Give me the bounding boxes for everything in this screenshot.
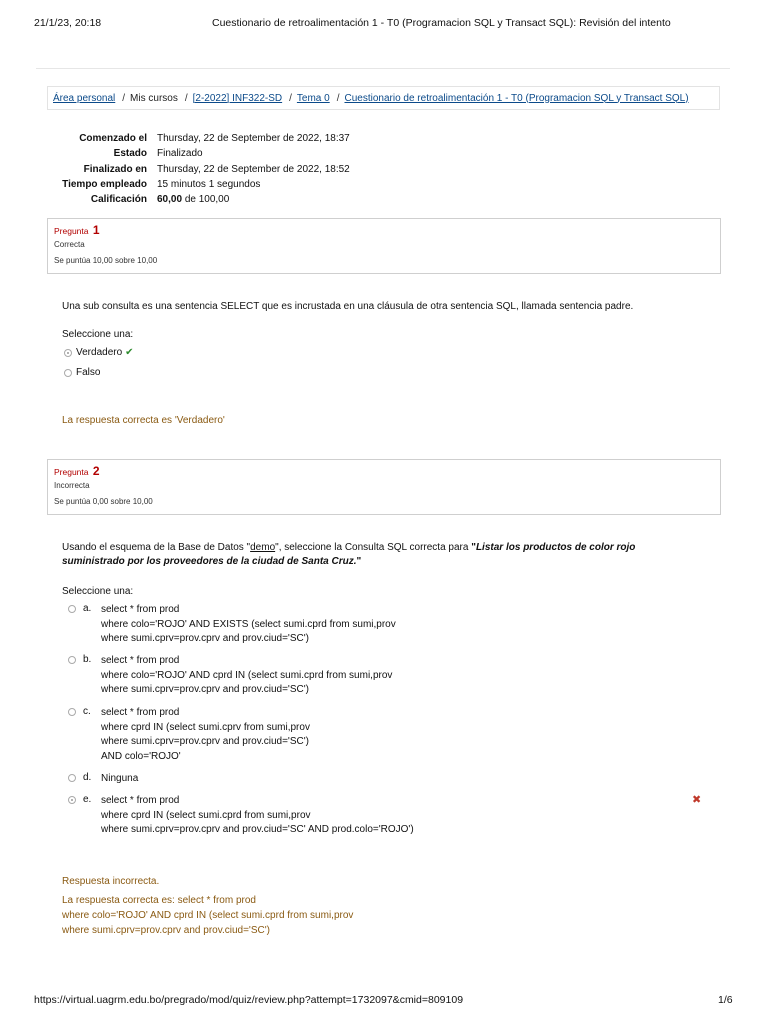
option-line: AND colo='ROJO' <box>101 750 181 762</box>
feedback-line: where sumi.cprv=prov.cprv and prov.ciud='SC') <box>62 925 270 936</box>
question-text-part: ", seleccione la Consulta SQL correcta para <box>275 542 472 553</box>
schema-link[interactable]: demo <box>250 542 276 553</box>
question-1-text: Una sub consulta es una sentencia SELECT que es incrustada en una cláusula de otra sentencia SQL, llamada sentencia padre. <box>62 301 634 312</box>
radio-button[interactable] <box>68 774 76 782</box>
option-letter: b. <box>83 654 92 665</box>
question-state: Incorrecta <box>54 481 90 490</box>
radio-button[interactable] <box>64 369 72 377</box>
option-line: select * from prod <box>101 795 180 806</box>
question-number-value: 1 <box>92 223 100 237</box>
feedback-line: where colo='ROJO' AND cprd IN (select sumi.cprd from sumi,prov <box>62 910 354 921</box>
option-line: where cprd IN (select sumi.cprd from sumi,prov <box>101 809 311 821</box>
radio-button[interactable] <box>68 796 76 804</box>
summary-label: Finalizado en <box>83 163 147 175</box>
summary-value: Thursday, 22 de September de 2022, 18:52 <box>157 163 350 175</box>
breadcrumb-separator: / <box>336 92 340 104</box>
option-letter: a. <box>83 603 92 614</box>
question-2-feedback <box>62 893 353 938</box>
divider <box>36 68 730 69</box>
summary-row-finished <box>40 162 350 177</box>
question-2-prompt: Seleccione una: <box>62 586 134 597</box>
option-line: where sumi.cprv=prov.cprv and prov.ciud='SC' AND prod.colo='ROJO') <box>101 824 414 835</box>
option-line: where sumi.cprv=prov.cprv and prov.ciud='SC') <box>101 684 309 695</box>
print-date: 21/1/23, 20:18 <box>34 17 102 29</box>
question-grade: Se puntúa 0,00 sobre 10,00 <box>54 497 153 506</box>
summary-label: Comenzado el <box>79 133 147 144</box>
q1-option-true[interactable] <box>64 347 134 358</box>
option-letter: c. <box>83 706 91 717</box>
option-line: where sumi.cprv=prov.cprv and prov.ciud='SC') <box>101 736 309 747</box>
page-number: 1/6 <box>718 994 733 1006</box>
breadcrumb-home-link[interactable]: Área personal <box>53 92 116 104</box>
feedback-line: La respuesta correcta es: select * from prod <box>62 895 256 906</box>
question-1-feedback: La respuesta correcta es 'Verdadero' <box>62 415 225 426</box>
summary-value <box>157 192 229 207</box>
check-icon: ✔ <box>125 347 134 358</box>
question-2-info <box>47 459 721 515</box>
question-1-info <box>47 218 721 274</box>
question-text-emphasis: Listar los productos de color rojo suministrado por los proveedores de la ciudad de Santa Cruz. <box>62 542 636 567</box>
option-text <box>101 794 414 838</box>
option-text <box>101 603 396 647</box>
summary-row-grade <box>40 192 350 207</box>
option-line: where cprd IN (select sumi.cprv from sumi,prov <box>101 721 310 733</box>
question-text-part: Usando el esquema de la Base de Datos " <box>62 542 251 553</box>
summary-value: Finalizado <box>157 148 203 160</box>
question-text-quote: " <box>471 542 476 553</box>
radio-button[interactable] <box>64 349 72 357</box>
option-line: where sumi.cprv=prov.cprv and prov.ciud='SC') <box>101 633 309 644</box>
breadcrumb <box>47 86 720 110</box>
option-text <box>101 654 392 698</box>
question-prefix: Pregunta <box>54 467 89 477</box>
question-1-prompt: Seleccione una: <box>62 329 134 340</box>
option-line: where colo='ROJO' AND EXISTS (select sumi.cprd from sumi,prov <box>101 618 396 630</box>
summary-row-time <box>40 177 350 192</box>
question-2-feedback-title: Respuesta incorrecta. <box>62 876 160 887</box>
question-number-value: 2 <box>92 464 100 478</box>
summary-row-started <box>40 131 350 146</box>
option-label: Verdadero <box>76 347 123 358</box>
radio-button[interactable] <box>68 708 76 716</box>
summary-label: Calificación <box>90 194 147 206</box>
option-line: Ninguna <box>101 773 139 784</box>
option-letter: d. <box>83 772 92 783</box>
print-header <box>0 17 768 31</box>
question-prefix: Pregunta <box>54 226 89 236</box>
grade-suffix: de 100,00 <box>184 194 230 206</box>
grade-value: 60,00 <box>157 194 183 206</box>
cross-icon: ✖ <box>692 794 702 806</box>
breadcrumb-topic-link[interactable]: Tema 0 <box>296 92 330 104</box>
question-state: Correcta <box>54 240 85 249</box>
option-text <box>101 706 310 764</box>
summary-value: Thursday, 22 de September de 2022, 18:37 <box>157 133 350 144</box>
breadcrumb-separator: / <box>184 92 188 104</box>
breadcrumb-my-courses: Mis cursos <box>130 92 178 104</box>
q1-option-false[interactable] <box>64 367 100 378</box>
breadcrumb-separator: / <box>289 92 292 104</box>
option-text <box>101 772 138 787</box>
summary-row-state <box>40 146 350 161</box>
question-2-text <box>62 541 682 569</box>
option-line: select * from prod <box>101 707 180 718</box>
breadcrumb-course-link[interactable]: [2-2022] INF322-SD <box>192 92 283 104</box>
option-line: where colo='ROJO' AND cprd IN (select sumi.cprd from sumi,prov <box>101 669 393 681</box>
radio-button[interactable] <box>68 656 76 664</box>
option-letter: e. <box>83 794 92 805</box>
radio-button[interactable] <box>68 605 76 613</box>
question-grade: Se puntúa 10,00 sobre 10,00 <box>54 256 158 265</box>
summary-value: 15 minutos 1 segundos <box>157 178 261 190</box>
breadcrumb-separator: / <box>122 92 126 104</box>
question-number <box>54 464 714 478</box>
page-url: https://virtual.uagrm.edu.bo/pregrado/mod/quiz/review.php?attempt=1732097&cmid=809109 <box>34 994 464 1006</box>
print-title: Cuestionario de retroalimentación 1 - T0 (Programacion SQL y Transact SQL): Revisión del intento <box>212 17 671 29</box>
breadcrumb-quiz-link[interactable]: Cuestionario de retroalimentación 1 - T0 (Programacion SQL y Transact SQL) <box>344 92 689 104</box>
question-text-quote: " <box>356 556 362 567</box>
option-line: select * from prod <box>101 604 180 615</box>
attempt-summary <box>40 131 350 207</box>
option-label: Falso <box>76 367 101 378</box>
summary-label: Tiempo empleado <box>62 178 147 190</box>
summary-label: Estado <box>113 148 147 160</box>
question-number <box>54 223 714 237</box>
option-line: select * from prod <box>101 655 180 666</box>
